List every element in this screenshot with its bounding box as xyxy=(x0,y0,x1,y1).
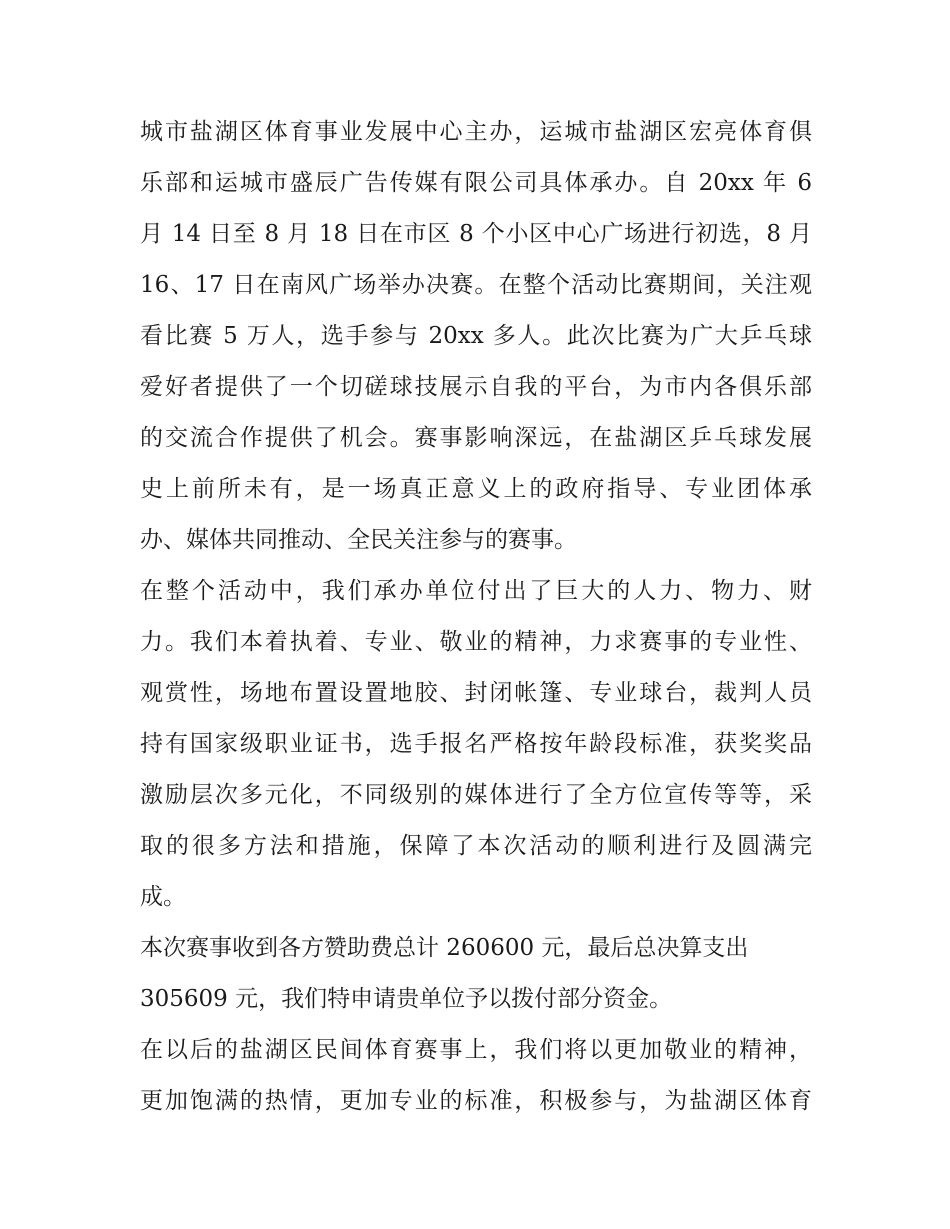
text-line: 爱好者提供了一个切磋球技展示自我的平台，为市内各俱乐部 xyxy=(140,374,812,400)
text-line: 305609 元，我们特申请贵单位予以拨付部分资金。 xyxy=(140,986,673,1012)
text-line: 在以后的盐湖区民间体育赛事上，我们将以更加敬业的精神， xyxy=(140,1037,812,1063)
text-line: 取的很多方法和措施，保障了本次活动的顺利进行及圆满完 xyxy=(140,833,812,859)
paragraph-3 xyxy=(140,923,812,1025)
text-line: 乐部和运城市盛辰广告传媒有限公司具体承办。自 20xx 年 6 xyxy=(140,170,812,196)
paragraph-1 xyxy=(140,107,812,566)
document-body xyxy=(140,107,812,1127)
text-line: 本次赛事收到各方赞助费总计 260600 元，最后总决算支出 xyxy=(140,935,749,961)
text-line: 力。我们本着执着、专业、敬业的精神，力求赛事的专业性、 xyxy=(140,629,812,655)
text-line: 持有国家级职业证书，选手报名严格按年龄段标准，获奖奖品 xyxy=(140,731,812,757)
text-line: 16、17 日在南风广场举办决赛。在整个活动比赛期间，关注观 xyxy=(140,272,812,298)
text-line: 观赏性，场地布置设置地胶、封闭帐篷、专业球台，裁判人员 xyxy=(140,680,812,706)
text-line: 在整个活动中，我们承办单位付出了巨大的人力、物力、财 xyxy=(140,578,812,604)
text-line: 更加饱满的热情，更加专业的标准，积极参与，为盐湖区体育 xyxy=(140,1088,812,1114)
text-line: 月 14 日至 8 月 18 日在市区 8 个小区中心广场进行初选，8 月 xyxy=(140,221,812,247)
paragraph-4 xyxy=(140,1025,812,1127)
text-line: 史上前所未有，是一场真正意义上的政府指导、专业团体承 xyxy=(140,476,812,502)
text-line: 看比赛 5 万人，选手参与 20xx 多人。此次比赛为广大乒乓球 xyxy=(140,323,812,349)
paragraph-2 xyxy=(140,566,812,923)
text-line: 办、媒体共同推动、全民关注参与的赛事。 xyxy=(140,527,577,553)
text-line: 成。 xyxy=(140,884,186,910)
text-line: 城市盐湖区体育事业发展中心主办，运城市盐湖区宏亮体育俱 xyxy=(140,119,812,145)
text-line: 激励层次多元化，不同级别的媒体进行了全方位宣传等等，采 xyxy=(140,782,812,808)
text-line: 的交流合作提供了机会。赛事影响深远，在盐湖区乒乓球发展 xyxy=(140,425,812,451)
